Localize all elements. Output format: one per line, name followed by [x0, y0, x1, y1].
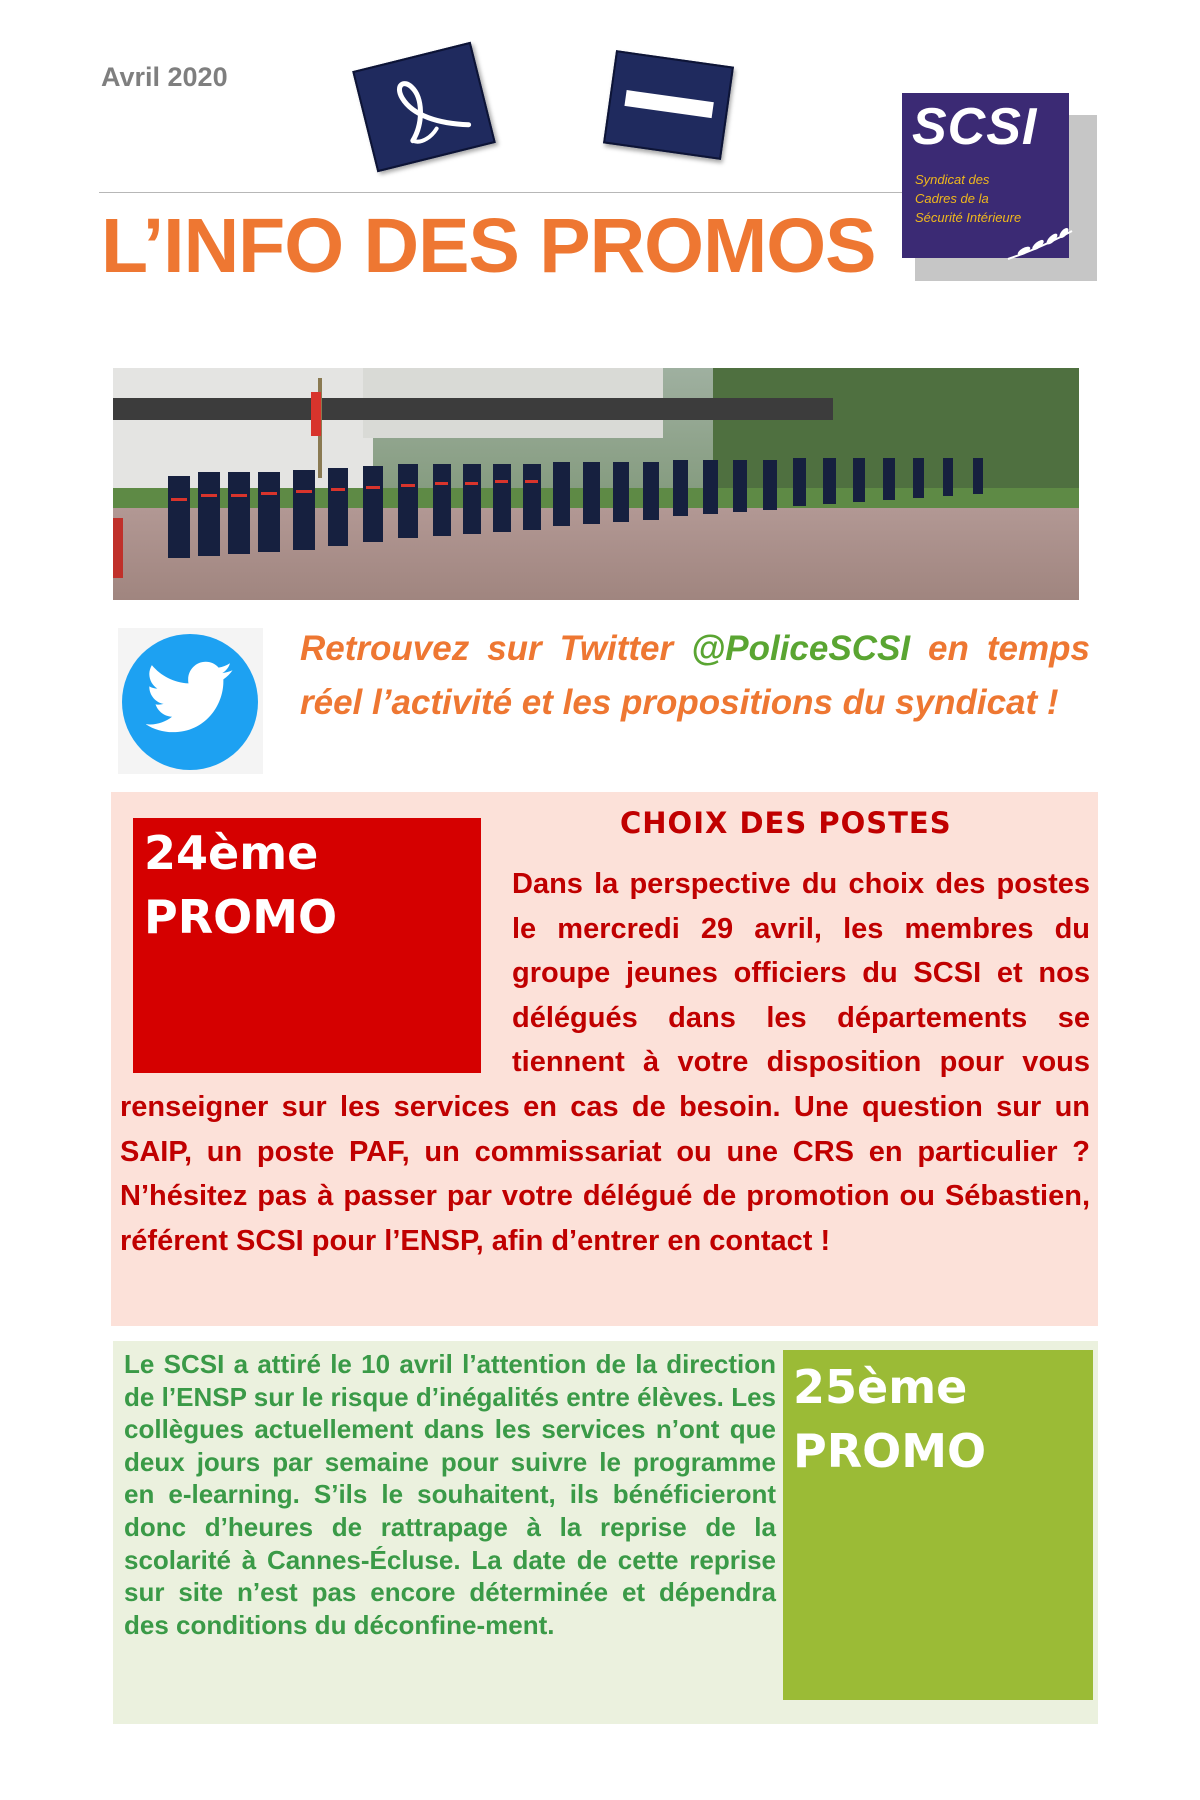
stripe-card-icon: [603, 50, 734, 160]
logo-subtitle: Syndicat des Cadres de la Sécurité Intérieure: [915, 172, 1022, 225]
page-title: L’INFO DES PROMOS: [101, 203, 876, 289]
twitter-callout-before: Retrouvez sur Twitter: [300, 629, 692, 668]
twitter-bird-icon: [122, 634, 258, 770]
ribbon-card-icon: [352, 42, 496, 172]
laurel-icon: [1002, 223, 1082, 263]
ceremony-photo: [113, 368, 1079, 600]
promo24-badge-line2: PROMO: [144, 890, 338, 944]
twitter-callout: [300, 622, 1090, 730]
twitter-callout-after: en temps réel l’activité et les propositions du syndicat !: [300, 629, 1090, 722]
promo25-body: Le SCSI a attiré le 10 avril l’attention de la direction de l’ENSP sur le risque d’inégalités entre élèves. Les collègues actuellement dans les services n’ont que deux jours par semaine pour suivre le programme en e-learning. S’ils le souhaitent, ils bénéficieront donc d’heures de rattrapage à la reprise de la scolarité à Cannes-Écluse. La date de cette reprise sur site n’est pas encore déterminée et dépendra des conditions du déconfine-ment.: [124, 1349, 776, 1640]
promo25-badge: [783, 1350, 1093, 1700]
promo24-badge-line1: 24ème: [144, 826, 319, 880]
scsi-logo: [902, 93, 1069, 258]
header-divider: [99, 192, 905, 193]
promo24-heading: CHOIX DES POSTES: [620, 806, 952, 840]
promo24-body-text: Dans la perspective du choix des postes le mercredi 29 avril, les membres du groupe jeunes officiers du SCSI et nos délégués dans les départements se tiennent à votre disposition pour vous renseigner sur les services en cas de besoin. Une question sur un SAIP, un poste PAF, un commissariat ou une CRS en particulier ? N’hésitez pas à passer par votre délégué de promotion ou Sébastien, référent SCSI pour l’ENSP, afin d’entrer en contact !: [120, 868, 1090, 1257]
logo-title: SCSI: [912, 98, 1038, 156]
promo25-badge-line2: PROMO: [793, 1424, 987, 1478]
promo24-float-spacer: [120, 862, 512, 1084]
promo24-body: [120, 862, 1090, 1263]
twitter-handle-link[interactable]: @PoliceSCSI: [691, 629, 911, 668]
issue-date: Avril 2020: [101, 62, 228, 92]
promo25-badge-line1: 25ème: [793, 1360, 968, 1414]
twitter-logo[interactable]: [118, 628, 263, 774]
